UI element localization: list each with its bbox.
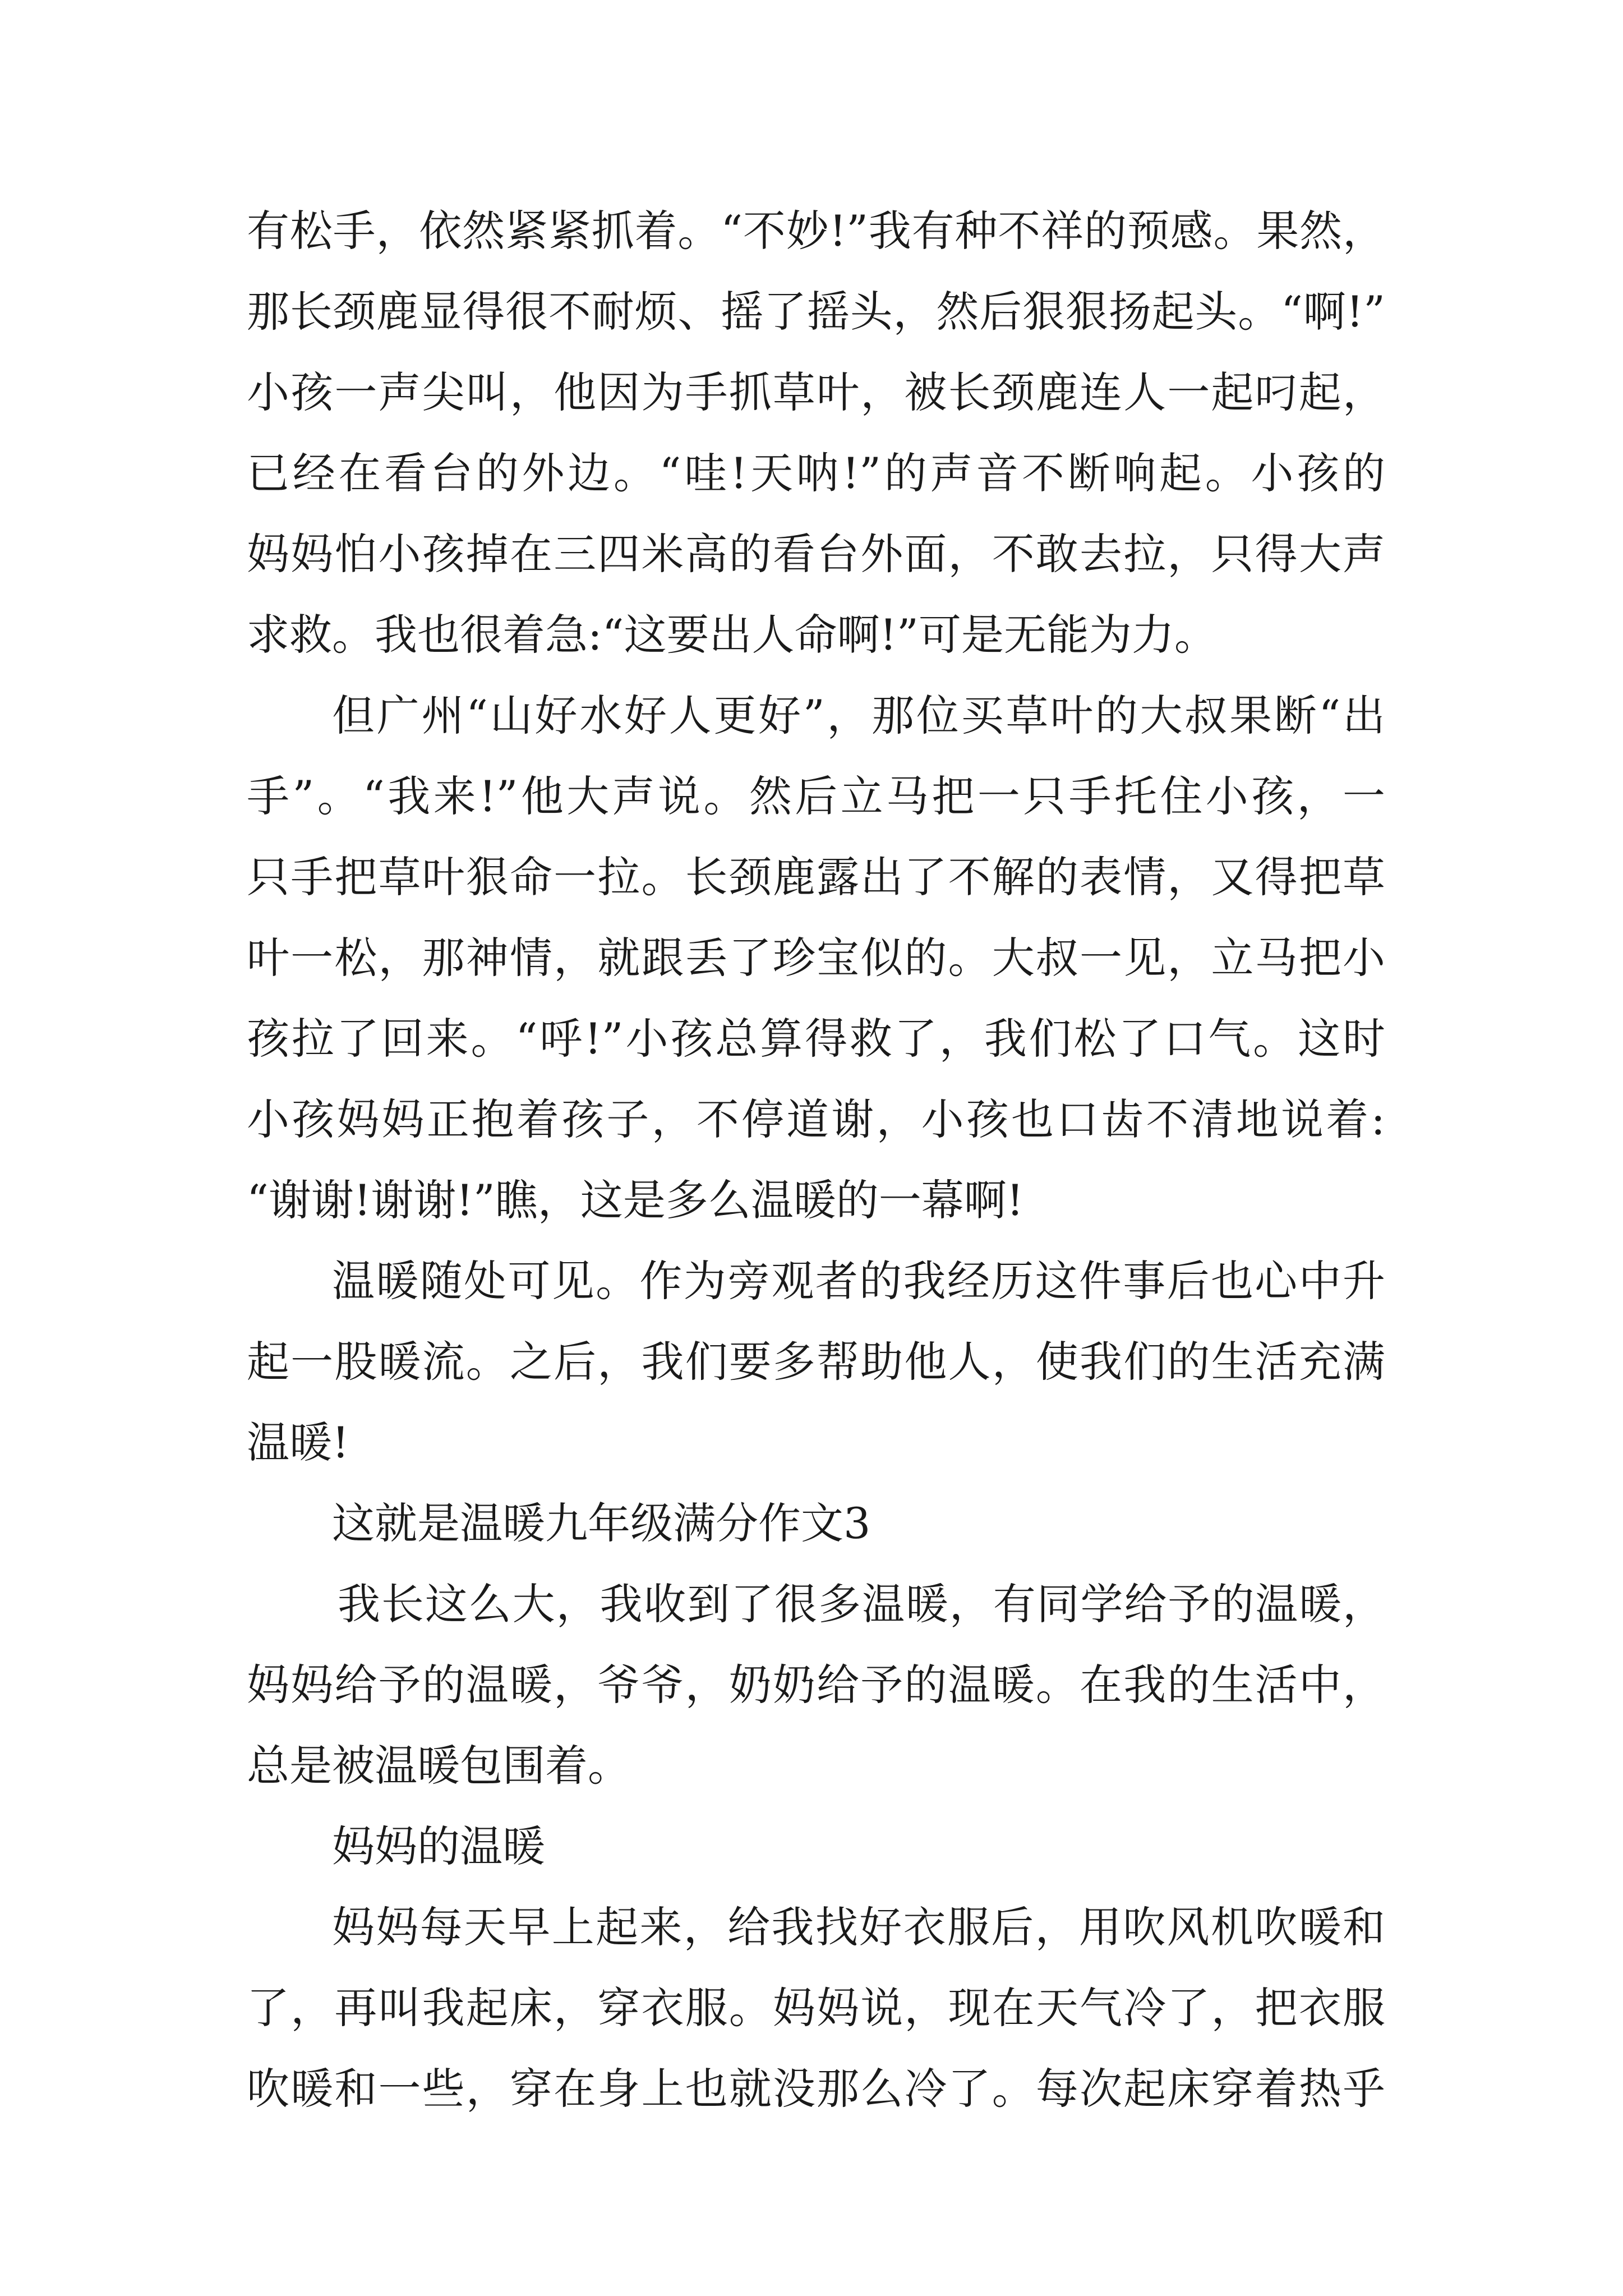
text-line: 有松手，依然紧紧抓着。“不妙!”我有种不祥的预感。果然， [247, 206, 1385, 256]
essay-body [247, 191, 1385, 2129]
paragraph-first-line: 我长这么大，我收到了很多温暖，有同学给予的温暖， [338, 1579, 1385, 1629]
text-line: 手”。“我来!”他大声说。然后立马把一只手托住小孩，一 [247, 771, 1385, 821]
text-line: 孩拉了回来。“呼!”小孩总算得救了，我们松了口气。这时 [247, 1014, 1385, 1064]
text-line: 了，再叫我起床，穿衣服。妈妈说，现在天气冷了，把衣服 [247, 1983, 1385, 2033]
section-heading: 这就是温暖九年级满分作文3 [332, 1498, 871, 1548]
text-line: 妈妈给予的温暖，爷爷，奶奶给予的温暖。在我的生活中， [247, 1660, 1385, 1710]
text-line: 小孩妈妈正抱着孩子，不停道谢，小孩也口齿不清地说着: [247, 1094, 1385, 1144]
text-line: 已经在看台的外边。“哇!天呐!”的声音不断响起。小孩的 [247, 448, 1385, 498]
text-line: 妈妈怕小孩掉在三四米高的看台外面，不敢去拉，只得大声 [247, 529, 1385, 579]
text-line: 吹暖和一些，穿在身上也就没那么冷了。每次起床穿着热乎 [247, 2064, 1385, 2114]
text-line: 温暖! [247, 1418, 349, 1467]
paragraph-first-line: 妈妈每天早上起来，给我找好衣服后，用吹风机吹暖和 [332, 1902, 1385, 1952]
paragraph-first-line: 温暖随处可见。作为旁观者的我经历这件事后也心中升 [332, 1256, 1385, 1306]
text-line: 那长颈鹿显得很不耐烦、摇了摇头，然后狠狠扬起头。“啊!” [247, 287, 1385, 337]
paragraph-first-line: 但广州“山好水好人更好”，那位买草叶的大叔果断“出 [332, 691, 1385, 740]
text-line: 总是被温暖包围着。 [247, 1741, 630, 1791]
text-line: “谢谢!谢谢!”瞧，这是多么温暖的一幕啊! [247, 1175, 1024, 1225]
subsection-heading: 妈妈的温暖 [332, 1821, 545, 1871]
text-line: 起一股暖流。之后，我们要多帮助他人，使我们的生活充满 [247, 1337, 1385, 1387]
text-line: 只手把草叶狠命一拉。长颈鹿露出了不解的表情，又得把草 [247, 852, 1385, 902]
text-line: 叶一松，那神情，就跟丢了珍宝似的。大叔一见，立马把小 [247, 933, 1385, 983]
text-line: 小孩一声尖叫，他因为手抓草叶，被长颈鹿连人一起叼起， [247, 367, 1385, 417]
text-line: 求救。我也很着急:“这要出人命啊!”可是无能为力。 [247, 610, 1217, 660]
